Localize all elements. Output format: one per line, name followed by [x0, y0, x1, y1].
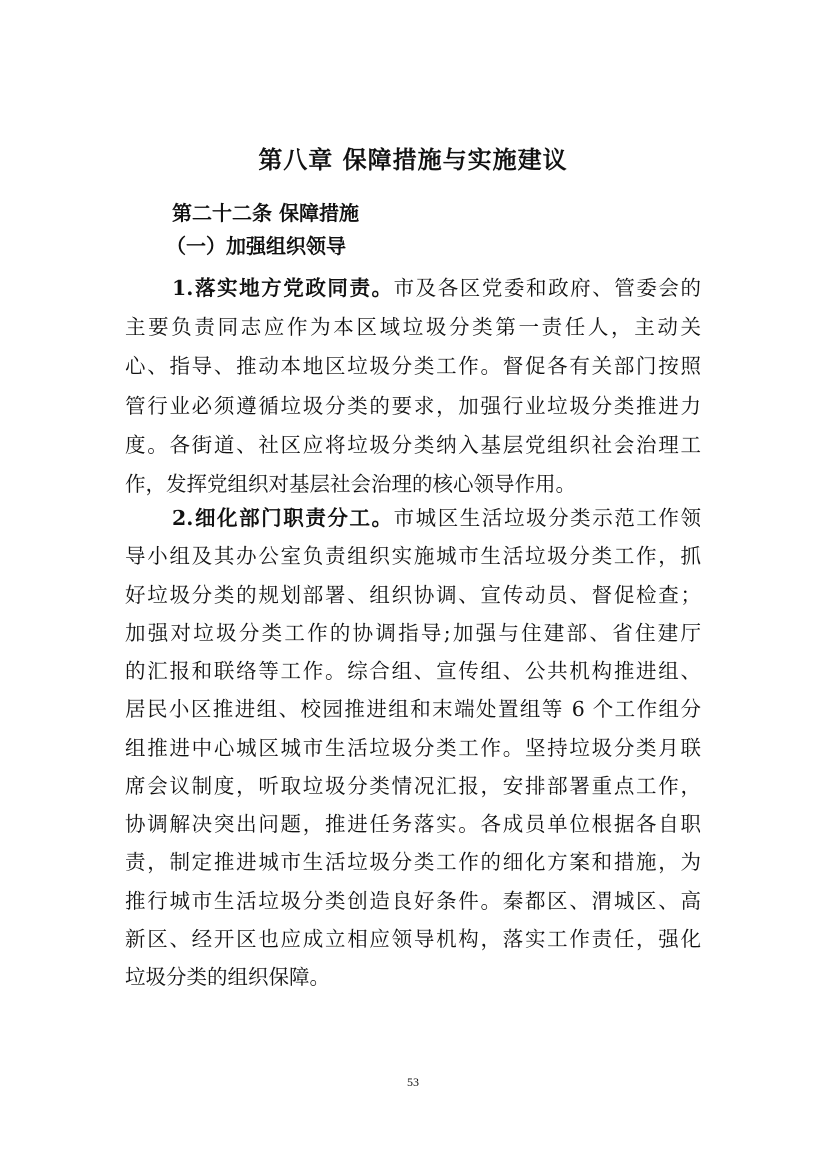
page-number: 53 — [407, 1075, 419, 1089]
paragraph-2 — [125, 499, 701, 996]
paragraph-line — [125, 499, 701, 537]
paragraph-lead: 2.细化部门职责分工。 — [172, 506, 394, 530]
paragraph-line: 导小组及其办公室负责组织实施城市生活垃圾分类工作，抓 — [125, 544, 701, 569]
paragraph-line — [125, 269, 701, 308]
paragraph-lead: 1.落实地方党政同责。 — [172, 276, 394, 300]
paragraph-line: 加强对垃圾分类工作的协调指导;加强与住建部、省住建厅 — [125, 620, 701, 645]
paragraph-line: 席会议制度，听取垃圾分类情况汇报，安排部署重点工作， — [125, 773, 701, 798]
paragraph-line: 度。各街道、社区应将垃圾分类纳入基层党组织社会治理工 — [125, 432, 701, 457]
paragraph-line: 组推进中心城区城市生活垃圾分类工作。坚持垃圾分类月联 — [125, 735, 701, 760]
paragraph-line: 垃圾分类的组织保障。 — [125, 965, 330, 989]
paragraph-line: 心、指导、推动本地区垃圾分类工作。督促各有关部门按照 — [125, 354, 701, 379]
paragraph-line: 居民小区推进组、校园推进组和末端处置组等 6 个工作组分 — [125, 697, 701, 722]
chapter-title: 第八章 保障措施与实施建议 — [258, 145, 568, 174]
paragraph-line: 主要负责同志应作为本区域垃圾分类第一责任人，主动关 — [125, 315, 701, 340]
line-text: 市城区生活垃圾分类示范工作领 — [393, 506, 701, 530]
paragraph-line: 新区、经开区也应成立相应领导机构，落实工作责任，强化 — [125, 926, 701, 951]
paragraph-line: 作，发挥党组织对基层社会治理的核心领导作用。 — [125, 471, 576, 496]
article-title: 第二十二条 保障措施 — [172, 201, 359, 225]
paragraph-line: 推行城市生活垃圾分类创造良好条件。秦都区、渭城区、高 — [125, 888, 701, 913]
paragraph-line: 协调解决突出问题，推进任务落实。各成员单位根据各自职 — [125, 812, 701, 836]
paragraph-line: 管行业必须遵循垃圾分类的要求，加强行业垃圾分类推进力 — [125, 393, 701, 418]
paragraph-line: 好垃圾分类的规划部署、组织协调、宣传动员、督促检查； — [125, 582, 701, 607]
section-title: （一）加强组织领导 — [166, 234, 346, 258]
paragraph-1 — [125, 269, 701, 504]
line-text: 市及各区党委和政府、管委会的 — [393, 276, 701, 300]
paragraph-line: 责，制定推进城市生活垃圾分类工作的细化方案和措施，为 — [125, 850, 701, 875]
paragraph-line: 的汇报和联络等工作。综合组、宣传组、公共机构推进组、 — [125, 659, 701, 683]
